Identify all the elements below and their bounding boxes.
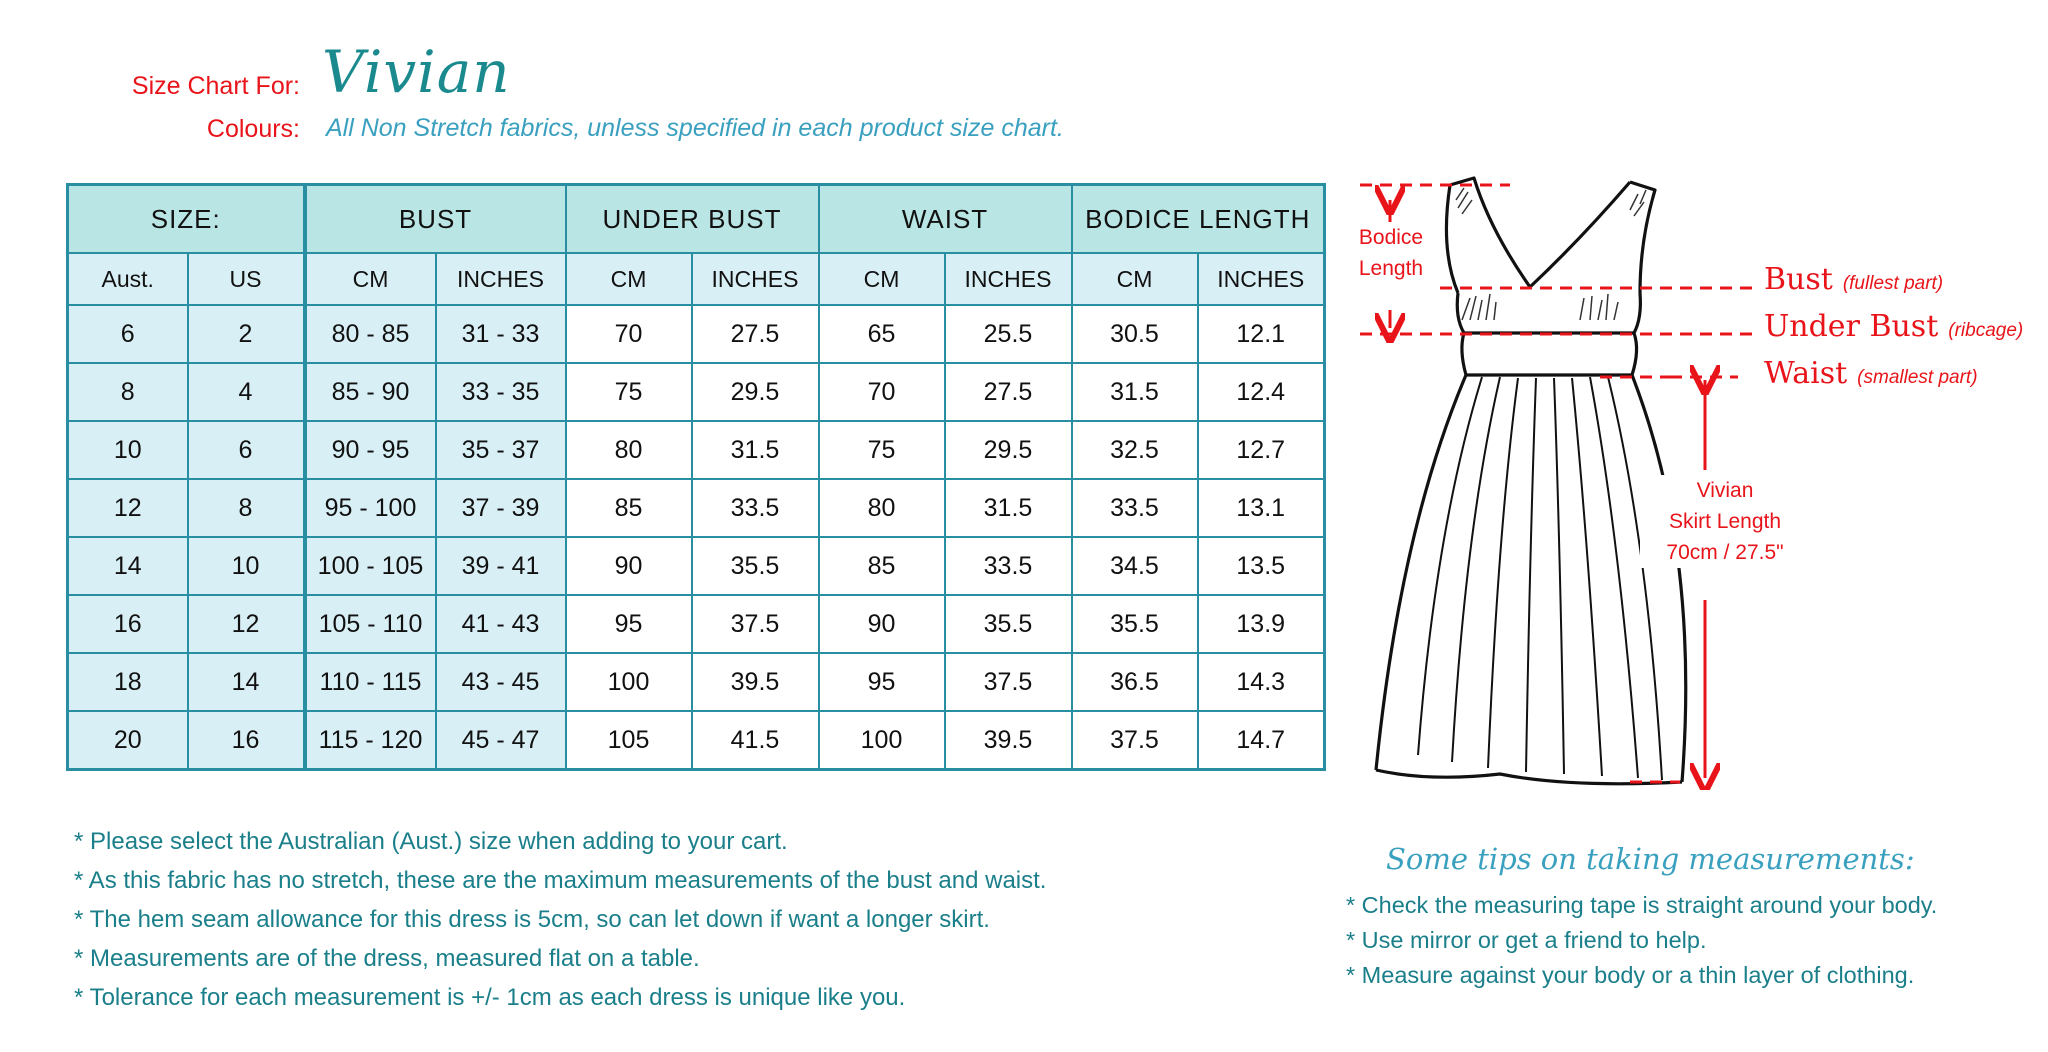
table-cell: 16 [188,711,305,770]
waist-group-header: WAIST [819,185,1072,254]
sub-header: CM [566,253,692,305]
table-cell: 90 [819,595,945,653]
bust-group-header: BUST [305,185,566,254]
table-cell: 90 [566,537,692,595]
table-cell: 14.7 [1198,711,1325,770]
size-table-body [68,305,1325,770]
skirt-length-line: 70cm / 27.5" [1666,541,1784,564]
skirt-length-label [1640,475,1810,568]
table-cell: 70 [566,305,692,363]
bust-label [1764,262,1943,297]
table-cell: 65 [819,305,945,363]
tip-item: * Measure against your body or a thin layer of clothing. [1346,962,1915,988]
sub-header: CM [819,253,945,305]
group-header-row [68,185,1325,254]
table-row [68,537,1325,595]
table-cell: 70 [819,363,945,421]
table-cell: 80 - 85 [305,305,436,363]
table-cell: 75 [566,363,692,421]
table-cell: 45 - 47 [436,711,566,770]
table-cell: 32.5 [1072,421,1198,479]
bodice-length-label [1348,222,1434,284]
table-cell: 110 - 115 [305,653,436,711]
waist-label-text: Waist [1764,356,1848,391]
table-cell: 8 [68,363,188,421]
tips-title: Some tips on taking measurements: [1386,842,1915,876]
table-cell: 13.9 [1198,595,1325,653]
table-cell: 6 [188,421,305,479]
table-cell: 13.5 [1198,537,1325,595]
table-cell: 31.5 [692,421,819,479]
table-cell: 31.5 [945,479,1072,537]
table-row [68,305,1325,363]
table-cell: 33 - 35 [436,363,566,421]
table-cell: 27.5 [945,363,1072,421]
size-table [66,183,1326,771]
bust-label-text: Bust [1764,262,1833,297]
table-cell: 95 - 100 [305,479,436,537]
table-cell: 10 [188,537,305,595]
note-item: * As this fabric has no stretch, these are the maximum measurements of the bust and waist. [74,867,1047,894]
table-cell: 37 - 39 [436,479,566,537]
table-cell: 80 [819,479,945,537]
skirt-length-line: Skirt Length [1668,510,1782,533]
table-cell: 105 [566,711,692,770]
table-cell: 13.1 [1198,479,1325,537]
size-group-header: SIZE: [68,185,305,254]
sub-header: Aust. [68,253,188,305]
note-item: * Tolerance for each measurement is +/- 1cm as each dress is unique like you. [74,984,906,1011]
table-cell: 29.5 [945,421,1072,479]
table-row [68,479,1325,537]
under-bust-note: (ribcage) [1948,320,2024,341]
table-cell: 95 [566,595,692,653]
sub-header: INCHES [436,253,566,305]
size-chart-label: Size Chart For: [131,72,300,100]
table-cell: 115 - 120 [305,711,436,770]
table-cell: 33.5 [945,537,1072,595]
table-cell: 12 [188,595,305,653]
table-row [68,653,1325,711]
tip-item: * Check the measuring tape is straight around your body. [1346,892,1938,918]
table-cell: 37.5 [945,653,1072,711]
bodice-length-line: Length [1358,257,1424,280]
table-cell: 35.5 [692,537,819,595]
table-cell: 85 - 90 [305,363,436,421]
table-cell: 12.1 [1198,305,1325,363]
table-cell: 41.5 [692,711,819,770]
table-cell: 30.5 [1072,305,1198,363]
table-cell: 80 [566,421,692,479]
colours-label: Colours: [206,115,300,143]
table-cell: 39.5 [945,711,1072,770]
product-name: Vivian [322,38,511,106]
table-cell: 90 - 95 [305,421,436,479]
table-cell: 35.5 [945,595,1072,653]
table-cell: 35.5 [1072,595,1198,653]
skirt-length-line: Vivian [1696,479,1754,502]
table-cell: 29.5 [692,363,819,421]
table-cell: 41 - 43 [436,595,566,653]
table-cell: 37.5 [692,595,819,653]
table-cell: 20 [68,711,188,770]
table-row [68,363,1325,421]
table-cell: 2 [188,305,305,363]
under-bust-label [1764,309,2023,344]
table-cell: 12 [68,479,188,537]
waist-label [1764,356,1978,391]
table-cell: 36.5 [1072,653,1198,711]
sub-header: INCHES [1198,253,1325,305]
bust-note: (fullest part) [1842,273,1944,294]
table-cell: 31 - 33 [436,305,566,363]
table-cell: 85 [566,479,692,537]
table-cell: 85 [819,537,945,595]
tips-list [1346,888,1937,993]
table-row [68,595,1325,653]
table-cell: 10 [68,421,188,479]
bodice-length-group-header: BODICE LENGTH [1072,185,1325,254]
table-cell: 14 [188,653,305,711]
waist-note: (smallest part) [1857,367,1978,388]
table-row [68,421,1325,479]
table-cell: 27.5 [692,305,819,363]
table-cell: 14 [68,537,188,595]
sub-header: US [188,253,305,305]
tip-item: * Use mirror or get a friend to help. [1346,927,1707,953]
table-cell: 8 [188,479,305,537]
note-item: * Measurements are of the dress, measured flat on a table. [74,945,700,972]
table-cell: 33.5 [692,479,819,537]
table-cell: 75 [819,421,945,479]
table-row [68,711,1325,770]
note-item: * The hem seam allowance for this dress is 5cm, so can let down if want a longer skirt. [74,906,990,933]
sub-header: INCHES [692,253,819,305]
table-cell: 12.7 [1198,421,1325,479]
table-cell: 33.5 [1072,479,1198,537]
table-cell: 105 - 110 [305,595,436,653]
notes-list [74,822,1046,1017]
table-cell: 34.5 [1072,537,1198,595]
table-cell: 100 - 105 [305,537,436,595]
bodice-length-line: Bodice [1358,226,1424,249]
table-cell: 35 - 37 [436,421,566,479]
table-cell: 6 [68,305,188,363]
table-cell: 100 [819,711,945,770]
sub-header: CM [305,253,436,305]
colours-value: All Non Stretch fabrics, unless specified in each product size chart. [326,114,1064,142]
sub-header-row [68,253,1325,305]
under-bust-group-header: UNDER BUST [566,185,819,254]
table-cell: 16 [68,595,188,653]
table-cell: 43 - 45 [436,653,566,711]
table-cell: 39 - 41 [436,537,566,595]
table-cell: 4 [188,363,305,421]
sub-header: CM [1072,253,1198,305]
table-cell: 95 [819,653,945,711]
table-cell: 14.3 [1198,653,1325,711]
table-cell: 25.5 [945,305,1072,363]
table-cell: 18 [68,653,188,711]
sub-header: INCHES [945,253,1072,305]
table-cell: 39.5 [692,653,819,711]
table-cell: 100 [566,653,692,711]
table-cell: 12.4 [1198,363,1325,421]
table-cell: 37.5 [1072,711,1198,770]
under-bust-label-text: Under Bust [1764,309,1939,344]
note-item: * Please select the Australian (Aust.) size when adding to your cart. [74,828,788,855]
table-cell: 31.5 [1072,363,1198,421]
